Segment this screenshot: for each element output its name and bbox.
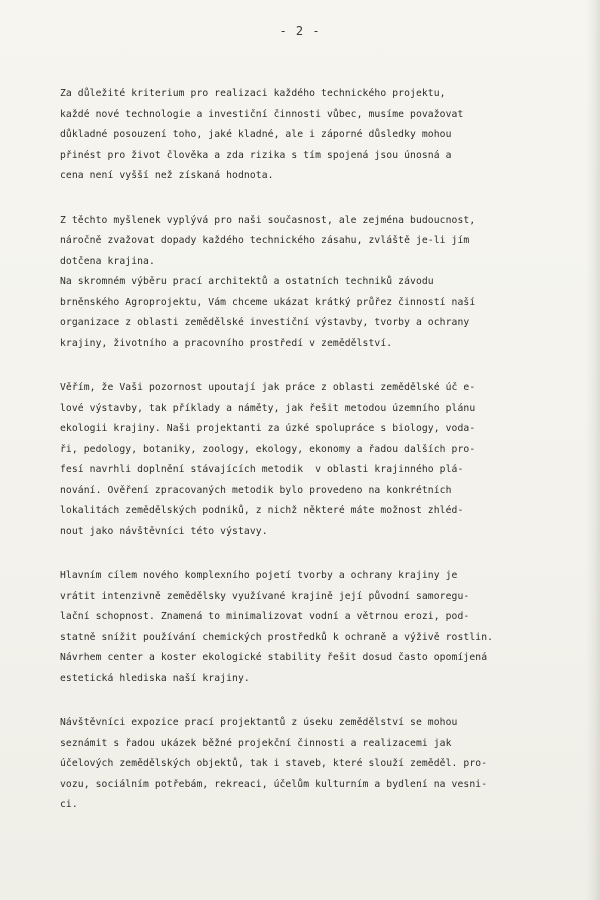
- text-line: dotčena krajina.: [60, 255, 155, 267]
- text-line: brněnského Agroprojektu, Vám chceme ukázat krátký průřez činností naší: [60, 296, 476, 308]
- text-line: Hlavním cílem nového komplexního pojetí tvorby a ochrany krajiny je: [60, 570, 458, 581]
- text-line: nování. Ověření zpracovaných metodik bylo provedeno na konkrétních: [60, 484, 452, 496]
- paragraph-main-goal: [60, 566, 580, 689]
- text-line: krajiny, životního a pracovního prostředí v zemědělství.: [60, 337, 393, 349]
- text-line: Návštěvníci expozice prací projektantů z úseku zemědělství se mohou: [60, 717, 458, 728]
- text-line: lokalitách zemědělských podniků, z nichž některé máte možnost zhléd-: [60, 505, 464, 516]
- text-line: estetická hlediska naší krajiny.: [60, 672, 250, 684]
- text-line: Z těchto myšlenek vyplývá pro naši současnost, ale zejména budoucnost,: [60, 214, 476, 226]
- paragraph-criteria: [60, 84, 580, 187]
- paragraph-gap: [60, 187, 580, 211]
- text-line: fesí navrhli doplnění stávajících metodik v oblasti krajinného plá-: [60, 464, 464, 475]
- paragraph-selection: [60, 272, 580, 354]
- text-line: statně snížit používání chemických prostředků k ochraně a výživě rostlin.: [60, 631, 494, 643]
- paragraph-attention: [60, 378, 580, 542]
- text-line: Za důležité kriterium pro realizaci každého technického projektu,: [60, 88, 446, 99]
- text-line: lové výstavby, tak příklady a náměty, jak řešit metodou územního plánu: [60, 402, 476, 414]
- text-line: Věřím, že Vaši pozornost upoutají jak práce z oblasti zemědělské úč e-: [60, 382, 476, 393]
- text-line: ři, pedology, botaniky, zoology, ekology, ekonomy a řadou dalších pro-: [60, 443, 476, 455]
- text-line: nout jako návštěvníci této výstavy.: [60, 525, 268, 537]
- text-line: lační schopnost. Znamená to minimalizovat vodní a větrnou erozi, pod-: [60, 611, 470, 622]
- text-line: náročně zvažovat dopady každého technického zásahu, zvláště je-li jím: [60, 235, 470, 246]
- text-line: vozu, sociálním potřebám, rekreaci, účelům kulturním a bydlení na vesni-: [60, 778, 488, 790]
- paragraph-gap: [60, 542, 580, 566]
- text-line: účelových zemědělských objektů, tak i staveb, které slouží zeměděl. pro-: [60, 758, 488, 769]
- text-line: každé nové technologie a investiční činnosti vůbec, musíme považovat: [60, 108, 464, 120]
- text-line: cena není vyšší než získaná hodnota.: [60, 170, 274, 181]
- text-line: přinést pro život člověka a zda rizika s tím spojená jsou únosná a: [60, 149, 452, 161]
- page-edge-shadow: [586, 0, 600, 900]
- page-number: - 2 -: [279, 24, 321, 38]
- paragraph-gap: [60, 354, 580, 378]
- text-line: organizace z oblasti zemědělské investiční výstavby, tvorby a ochrany: [60, 317, 470, 328]
- paragraph-gap: [60, 689, 580, 713]
- text-line: Na skromném výběru prací architektů a ostatních techniků závodu: [60, 276, 434, 287]
- text-line: důkladné posouzení toho, jaké kladné, ale i záporné důsledky mohou: [60, 129, 452, 140]
- body-text: [60, 84, 580, 816]
- text-line: Návrhem center a koster ekologické stability řešit dosud často opomíjená: [60, 652, 488, 663]
- text-line: vrátit intenzivně zemědělsky využívané krajině její původní samoregu-: [60, 590, 470, 602]
- text-line: ci.: [60, 799, 78, 810]
- text-line: seznámit s řadou ukázek běžné projekční činnosti a realizacemi jak: [60, 737, 452, 749]
- paragraph-visitors: [60, 713, 580, 816]
- paragraph-thoughts: [60, 211, 580, 273]
- text-line: ekologii krajiny. Naši projektanti za úzké spolupráce s biology, voda-: [60, 423, 476, 434]
